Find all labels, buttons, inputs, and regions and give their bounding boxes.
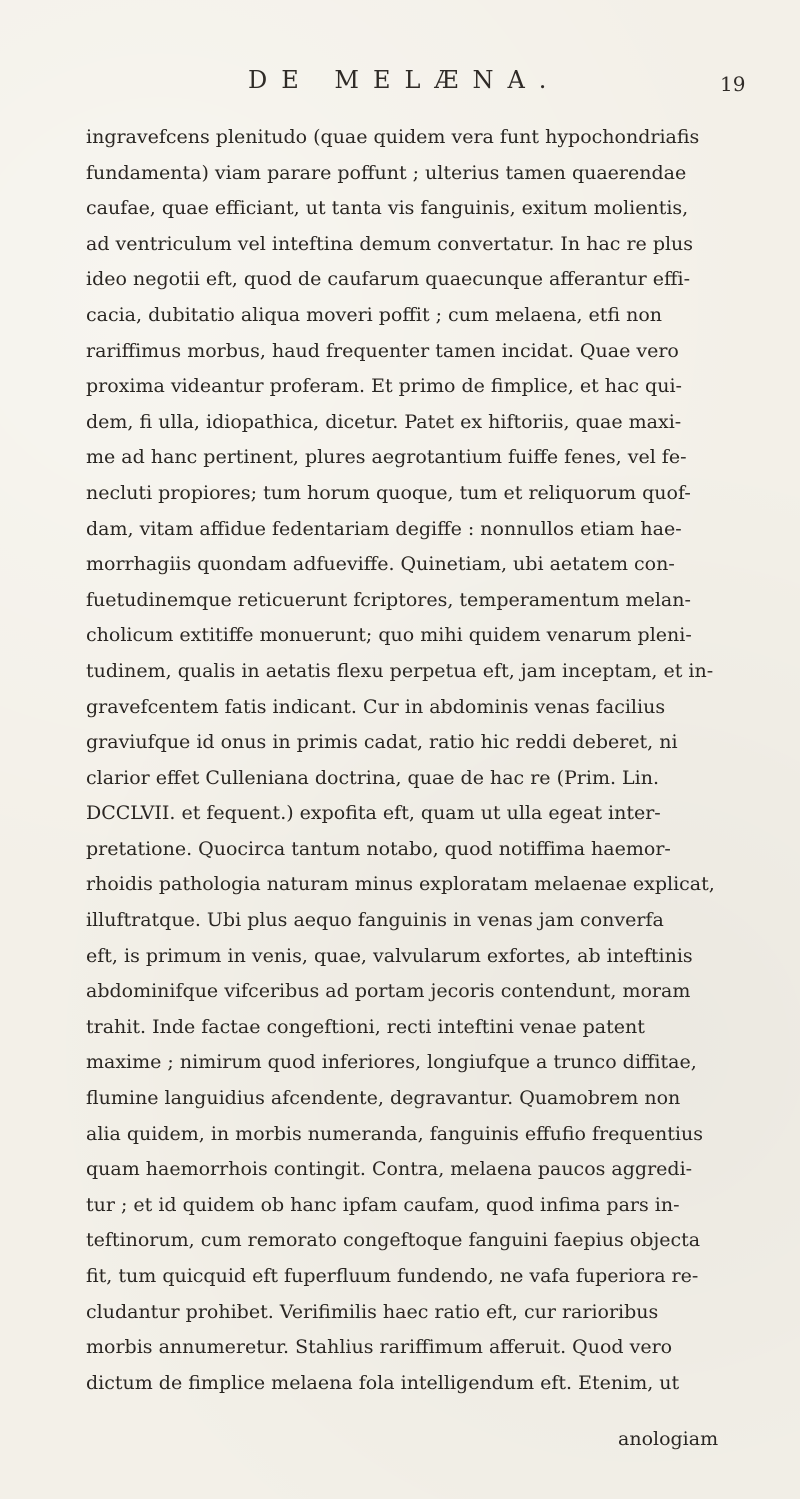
text-line-28: flumine languidius afcendente, degravantur. Quamobrem non [86, 1087, 681, 1110]
text-line-24: eft, is primum in venis, quae, valvularum exfortes, ab inteftinis [86, 944, 693, 967]
text-line-16: tudinem, qualis in aetatis flexu perpetua eft, jam inceptam, et in- [86, 659, 714, 682]
text-line-35: morbis annumeretur. Stahlius rariffimum afferuit. Quod vero [86, 1336, 673, 1359]
text-line-11: necluti propiores; tum horum quoque, tum et reliquorum quof- [86, 481, 691, 504]
text-line-20: DCCLVII. et fequent.) expofita eft, quam ut ulla egeat inter- [86, 802, 661, 825]
text-line-31: tur ; et id quidem ob hanc ipfam caufam, quod infima pars in- [86, 1193, 680, 1216]
text-line-10: me ad hanc pertinent, plures aegrotantium fuiffe fenes, vel fe- [86, 446, 687, 469]
text-line-17: gravefcentem fatis indicant. Cur in abdominis venas facilius [86, 695, 666, 718]
body-text [86, 120, 738, 1401]
text-line-25: abdominifque vifceribus ad portam jecoris contendunt, moram [86, 980, 691, 1003]
text-line-9: dem, fi ulla, idiopathica, dicetur. Patet ex hiftoriis, quae maxi- [86, 410, 682, 433]
text-line-33: fit, tum quicquid eft fuperfluum fundendo, ne vafa fuperiora re- [86, 1265, 699, 1287]
text-line-2: fundamenta) viam parare poffunt ; ulterius tamen quaerendae [86, 161, 687, 184]
text-line-32: teftinorum, cum remorato congeftoque fanguini faepius objecta [86, 1229, 701, 1252]
text-line-18: graviufque id onus in primis cadat, ratio hic reddi deberet, ni [86, 731, 678, 754]
text-line-14: fuetudinemque reticuerunt fcriptores, temperamentum melan- [86, 588, 691, 611]
text-line-36: dictum de fimplice melaena fola intelligendum eft. Etenim, ut [86, 1371, 680, 1394]
text-line-23: illuftratque. Ubi plus aequo fanguinis in venas jam converfa [86, 909, 664, 932]
text-line-6: cacia, dubitatio aliqua moveri poffit ; cum melaena, etfi non [86, 303, 663, 326]
text-line-15: cholicum extitiffe monuerunt; quo mihi quidem venarum pleni- [86, 624, 692, 647]
running-title: DE MELÆNA. [248, 66, 561, 94]
page-number: 19 [720, 72, 746, 96]
text-line-26: trahit. Inde factae congeftioni, recti inteftini venae patent [86, 1015, 645, 1038]
text-line-19: clarior effet Culleniana doctrina, quae de hac re (Prim. Lin. [86, 766, 660, 789]
text-line-13: morrhagiis quondam adfueviffe. Quinetiam, ubi aetatem con- [86, 553, 675, 576]
text-line-1: ingravefcens plenitudo (quae quidem vera funt hypochondriafis [86, 126, 700, 148]
text-line-29: alia quidem, in morbis numeranda, fanguinis effufio frequentius [86, 1122, 703, 1145]
page-header [0, 66, 800, 100]
text-line-30: quam haemorrhois contingit. Contra, melaena paucos aggredi- [86, 1158, 693, 1181]
text-line-4: ad ventriculum vel inteftina demum convertatur. In hac re plus [86, 232, 694, 255]
catchword: anologiam [618, 1428, 719, 1450]
text-line-34: cludantur prohibet. Verifimilis haec ratio eft, cur rarioribus [86, 1300, 659, 1323]
text-line-21: pretatione. Quocirca tantum notabo, quod notiffima haemor- [86, 837, 671, 860]
text-line-5: ideo negotii eft, quod de caufarum quaecunque afferantur effi- [86, 268, 691, 291]
text-line-22: rhoidis pathologia naturam minus exploratam melaenae explicat, [86, 873, 715, 896]
text-line-27: maxime ; nimirum quod inferiores, longiufque a trunco diffitae, [86, 1051, 697, 1074]
text-line-8: proxima videantur proferam. Et primo de fimplice, et hac qui- [86, 375, 682, 398]
text-line-7: rariffimus morbus, haud frequenter tamen incidat. Quae vero [86, 339, 679, 362]
text-line-12: dam, vitam affidue fedentariam degiffe : nonnullos etiam hae- [86, 517, 682, 540]
text-line-3: caufae, quae efficiant, ut tanta vis fanguinis, exitum molientis, [86, 197, 689, 220]
